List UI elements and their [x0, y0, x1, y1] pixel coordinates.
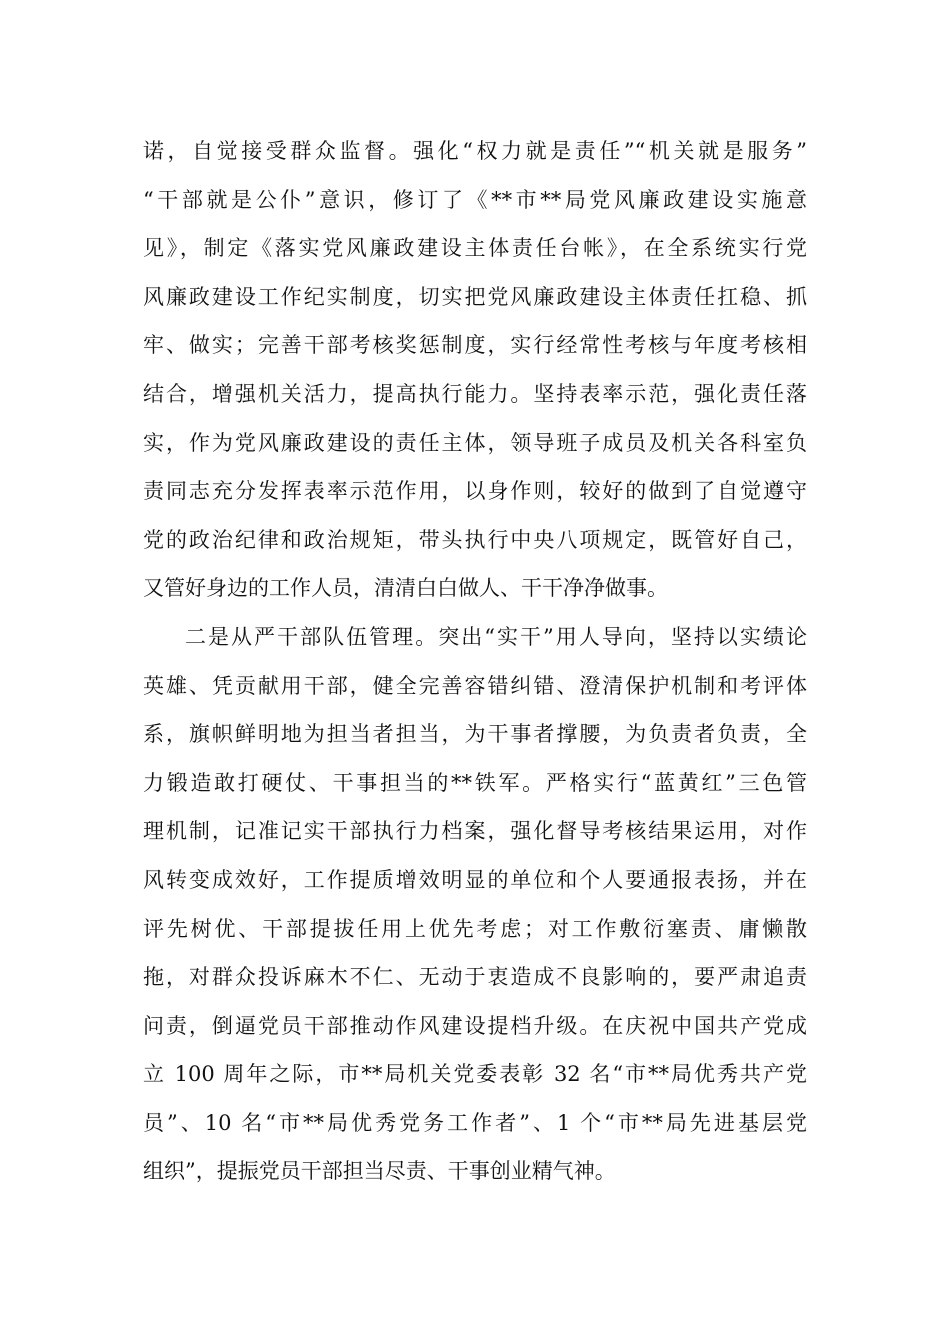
text-line: 力锻造敢打硬仗、干事担当的**铁军。严格实行“蓝黄红”三色管 — [143, 770, 807, 795]
text-line: 诺，自觉接受群众监督。强化“权力就是责任”“机关就是服务” — [143, 139, 807, 163]
text-line: 问责，倒逼党员干部推动作风建设提档升级。在庆祝中国共产党成 — [143, 1013, 807, 1038]
text-line: 又管好身边的工作人员，清清白白做人、干干净净做事。 — [143, 576, 668, 601]
text-line: 评先树优、干部提拔任用上优先考虑；对工作敷衍塞责、庸懒散 — [143, 916, 807, 941]
text-line: “干部就是公仆”意识，修订了《**市**局党风廉政建设实施意 — [143, 187, 807, 212]
text-line: 责同志充分发挥表率示范作用，以身作则，较好的做到了自觉遵守 — [143, 479, 807, 504]
text-line: 二是从严干部队伍管理。突出“实干”用人导向，坚持以实绩论 — [185, 624, 807, 649]
text-line: 系，旗帜鲜明地为担当者担当，为干事者撑腰，为负责者负责，全 — [143, 722, 807, 747]
text-line: 牢、做实；完善干部考核奖惩制度，实行经常性考核与年度考核相 — [143, 333, 807, 358]
text-line: 风廉政建设工作纪实制度，切实把党风廉政建设主体责任扛稳、抓 — [143, 284, 807, 309]
paragraph-2 — [143, 613, 807, 1196]
text-line: 风转变成效好，工作提质增效明显的单位和个人要通报表扬，并在 — [143, 867, 807, 892]
text-line: 结合，增强机关活力，提高执行能力。坚持表率示范，强化责任落 — [143, 381, 807, 406]
text-line: 立 100 周年之际，市**局机关党委表彰 32 名“市**局优秀共产党 — [143, 1062, 807, 1087]
text-line: 党的政治纪律和政治规矩，带头执行中央八项规定，既管好自己， — [143, 527, 807, 552]
text-line: 员”、10 名“市**局优秀党务工作者”、1 个“市**局先进基层党 — [143, 1110, 807, 1135]
text-line: 组织”，提振党员干部担当尽责、干事创业精气神。 — [143, 1159, 616, 1184]
body-text — [143, 127, 807, 1196]
text-line: 理机制，记准记实干部执行力档案，强化督导考核结果运用，对作 — [143, 819, 807, 844]
text-line: 见》，制定《落实党风廉政建设主体责任台帐》，在全系统实行党 — [143, 236, 807, 261]
text-line: 拖，对群众投诉麻木不仁、无动于衷造成不良影响的，要严肃追责 — [143, 965, 807, 990]
paragraph-1 — [143, 127, 807, 613]
text-line: 实，作为党风廉政建设的责任主体，领导班子成员及机关各科室负 — [143, 430, 807, 455]
text-line: 英雄、凭贡献用干部，健全完善容错纠错、澄清保护机制和考评体 — [143, 673, 807, 698]
